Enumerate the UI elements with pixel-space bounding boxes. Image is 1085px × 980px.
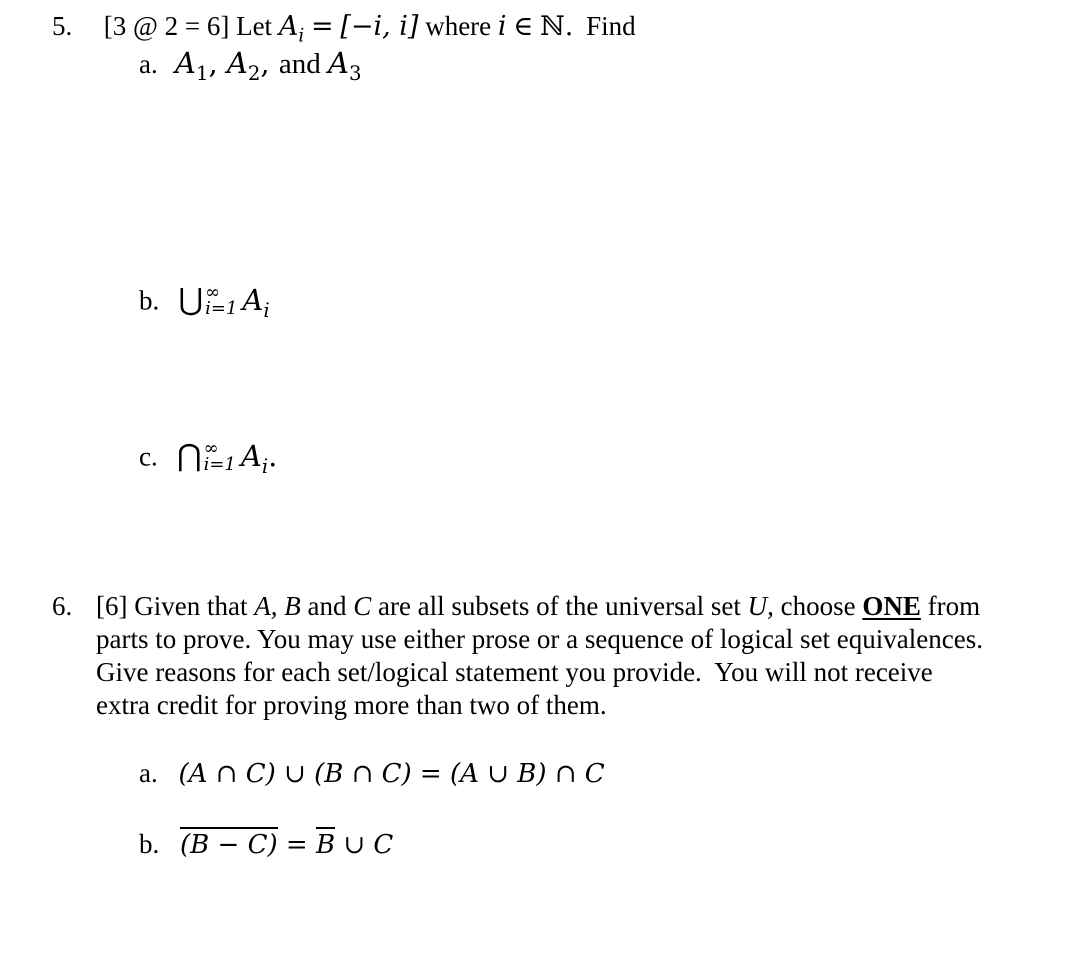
- q5-index: i: [497, 11, 507, 42]
- q5-interval: [−i, i]: [340, 11, 419, 42]
- q5-part-c: [139, 434, 278, 479]
- q5-naturals: ℕ.: [540, 11, 574, 42]
- q5-points: [3 @ 2 = 6]: [103, 11, 230, 41]
- q5-part-a: [139, 46, 362, 85]
- q5-part-a-expression: $A_1$, $A_2$,: [174, 46, 270, 85]
- q5-set-a: $A_i$: [278, 11, 305, 47]
- q6-part-a-label: a.: [139, 758, 158, 788]
- q6-part-b-label: b.: [139, 829, 160, 859]
- complement-lhs: (B − C): [180, 827, 278, 860]
- q5-part-a-and: and: [278, 48, 321, 80]
- q5-part-b-expression: ⋃ ∞ i=1 $A_i$: [178, 281, 270, 323]
- intersection-operator: ⋂: [176, 438, 202, 474]
- q5-element-of: ∈: [513, 11, 534, 42]
- q6-line-1: [6] Given that A, B and C are all subsets of the universal set U, choose ONE from: [96, 591, 981, 621]
- q5-part-a-a3: $A_3$: [327, 46, 362, 85]
- q5-where: where: [425, 11, 492, 41]
- q5-part-a-label: a.: [139, 49, 158, 79]
- q5-part-c-label: c.: [139, 441, 158, 472]
- q6-part-a-expression: (A ∩ C) ∪ (B ∩ C) = (A ∪ B) ∩ C: [178, 759, 605, 789]
- q6-line-3: Give reasons for each set/logical statement you provide. You will not receive: [96, 657, 933, 687]
- q5-number: 5.: [52, 11, 73, 41]
- complement-b: B: [316, 827, 335, 860]
- union-operator: ⋃: [178, 282, 204, 318]
- q5-let: Let: [236, 11, 273, 41]
- q5-part-b-label: b.: [139, 285, 160, 316]
- q6-part-a: [139, 757, 605, 790]
- q5-equals: =: [310, 11, 334, 42]
- q6-line-2: parts to prove. You may use either prose or a sequence of logical set equivalences.: [96, 624, 983, 654]
- q5-part-c-expression: ⋂ ∞ i=1 $A_i$.: [176, 437, 278, 479]
- q6-paragraph: [96, 590, 1056, 722]
- q6-part-b: [139, 828, 393, 861]
- q5-header: [52, 10, 636, 47]
- q5-part-b: [139, 278, 270, 323]
- q5-find: Find: [586, 11, 636, 41]
- q6-emphasis-one: ONE: [862, 591, 921, 621]
- q6-part-b-expression: (B − C) = B ∪ C: [180, 830, 393, 860]
- q6-line-4: extra credit for proving more than two of them.: [96, 690, 607, 720]
- q6-number: 6.: [52, 591, 73, 621]
